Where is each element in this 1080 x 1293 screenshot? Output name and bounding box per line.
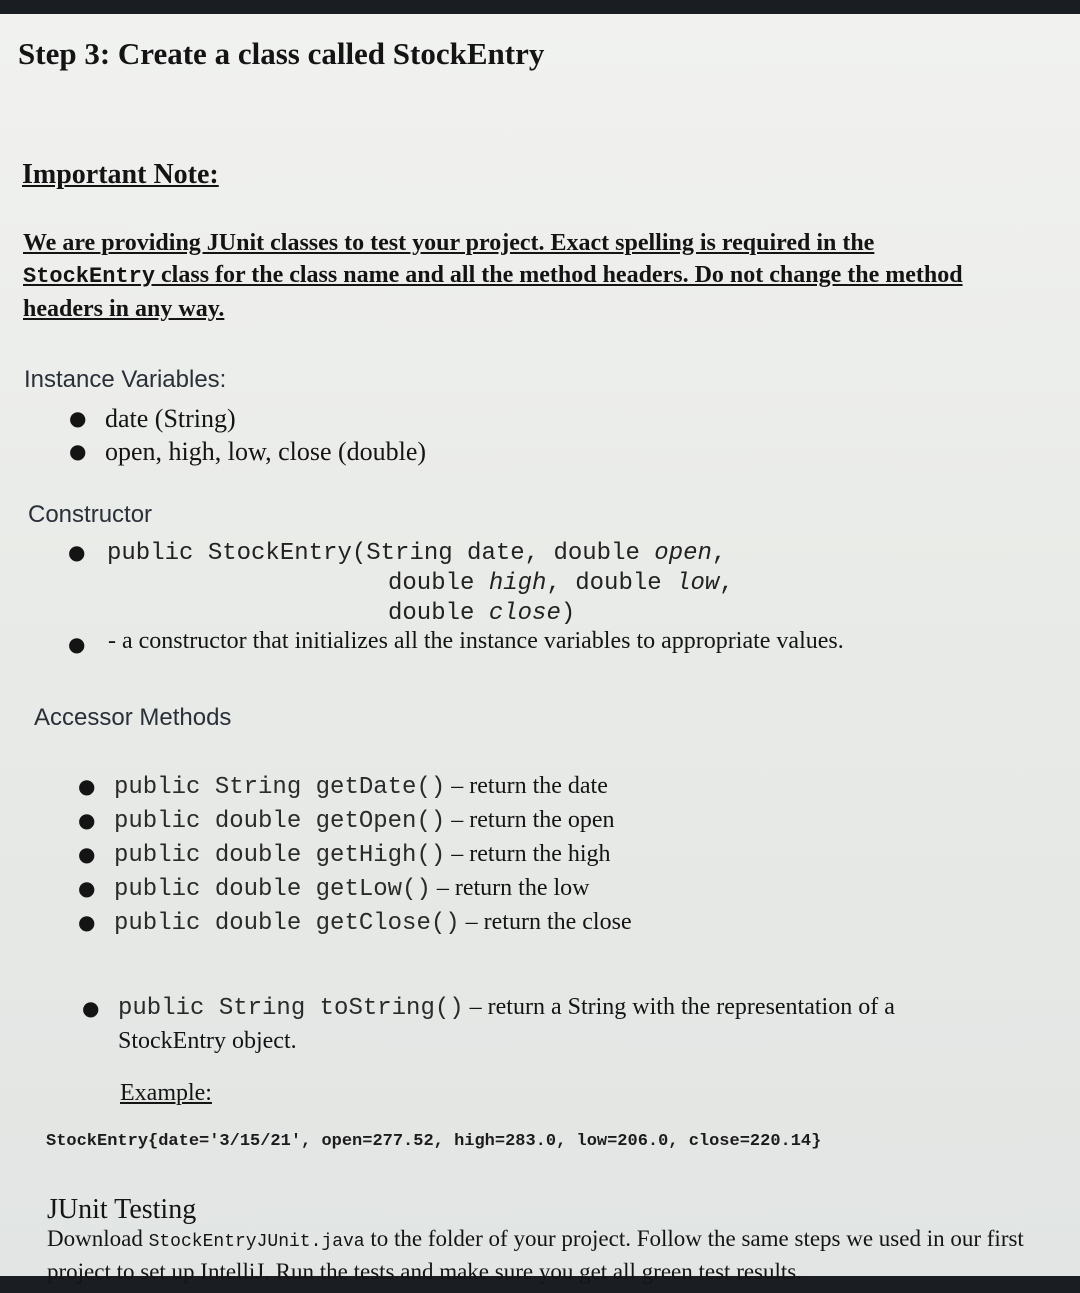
method-code: public double getLow() [114,876,431,903]
list-item [78,906,632,940]
bullet-icon: ● [78,842,96,866]
method-code: public double getClose() [114,910,460,937]
bullet-icon: ● [69,439,87,463]
list-item [69,402,426,435]
example-label: Example: [120,1080,212,1106]
sig-param: high [488,570,547,597]
method-description: – return the low [436,875,590,901]
instance-variables-list [69,402,427,468]
instance-variables-label: Instance Variables: [24,366,227,393]
step-title: Step 3: Create a class called StockEntry [18,36,545,71]
method-description: – return the open [451,807,615,833]
sig-text: public StockEntry(String date, double [107,540,655,567]
sig-param: close [488,600,561,627]
warning-paragraph [23,227,983,325]
important-note-heading: Important Note: [22,159,219,190]
junit-file-name: StockEntryJUnit.java [148,1232,365,1252]
example-code: StockEntry{date='3/15/21', open=277.52, high=283.0, low=206.0, close=220.14} [46,1132,822,1151]
method-description: – return the date [451,773,608,799]
bullet-icon: ● [82,996,100,1020]
list-item [69,435,427,468]
junit-testing-paragraph [47,1224,1037,1287]
junit-text: Download [47,1226,149,1251]
list-item [78,804,632,838]
tostring-item [118,991,978,1057]
method-code: public String toString() [118,995,464,1022]
list-item [78,872,632,906]
warning-class-code: StockEntry [23,264,156,289]
warning-text-part1: We are providing JUnit classes to test your project. Exact spelling is required in the [23,230,875,256]
method-description: – return the close [465,909,632,935]
list-item-text: date (String) [105,404,236,433]
list-item [78,770,632,804]
list-item-text: open, high, low, close (double) [105,437,427,466]
bullet-icon: ● [68,632,86,656]
document-page [0,14,1080,1284]
sig-text: , double [546,570,677,597]
sig-param: low [676,570,720,597]
bullet-icon: ● [78,774,96,798]
constructor-label: Constructor [28,501,153,528]
list-item [78,838,632,872]
constructor-signature [107,539,734,629]
sig-text: , [711,540,727,567]
sig-param: open [654,540,712,567]
method-code: public double getHigh() [114,842,446,869]
sig-text: double [388,570,489,597]
method-description: – return a String with the representation of a StockEntry object. [118,994,895,1054]
warning-text-part2: class for the class name and all the method headers. Do not change the method headers in any way. [23,262,963,322]
method-description: – return the high [451,841,611,867]
method-code: public double getOpen() [114,808,446,835]
sig-text: , [719,570,734,597]
constructor-description: - a constructor that initializes all the instance variables to appropriate values. [108,628,844,654]
bullet-icon: ● [69,406,87,430]
junit-testing-heading: JUnit Testing [47,1194,197,1225]
sig-text: ) [560,600,576,627]
sig-text: double [388,600,489,627]
bullet-icon: ● [78,808,96,832]
junit-text: to the folder of your project. Follow the same steps we used in our first project to set up IntelliJ. Run the tests and make sure you get all green test results. [47,1226,1024,1284]
bullet-icon: ● [78,876,96,900]
bullet-icon: ● [78,910,96,934]
method-code: public String getDate() [114,774,446,801]
accessor-methods-list [78,770,632,940]
bullet-icon: ● [68,540,86,564]
accessor-methods-label: Accessor Methods [34,704,232,731]
